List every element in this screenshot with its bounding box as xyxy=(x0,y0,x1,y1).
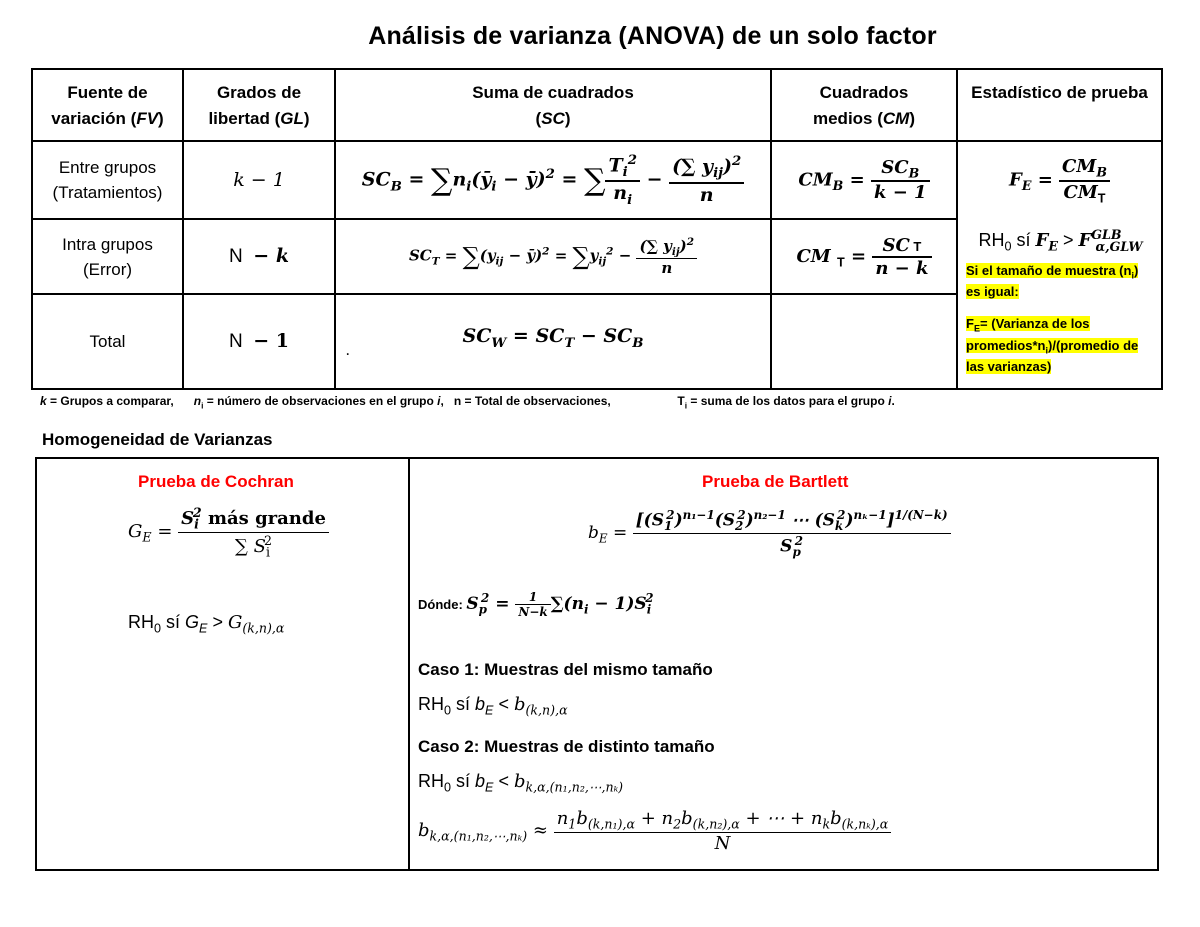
bartlett-approx-formula: $b_{k,\alpha,(n_1,n_2,\cdots,n_k)}$ ≈ $\frac{n_1b_{(k,n_1),\alpha} + n_2b_{(k,n_2),\alpha} + \cdots + n_kb_{(k,n_k),\alpha}}{N}$ xyxy=(418,808,891,854)
case2-rule: $RH_0$ sí $b_E < b_{k,\alpha,(n_1,n_2,\cdots,n_k)}$ xyxy=(418,771,624,795)
cm-total-empty xyxy=(771,294,957,389)
header-gl: Grados de libertad (GL) xyxy=(183,69,335,141)
cm-between-formula: $CM_B$ = $\frac{SC_B}{k - 1}$ xyxy=(771,141,957,219)
cochran-title: Prueba de Cochran xyxy=(138,472,294,491)
anova-table xyxy=(31,68,1163,390)
table-header-row xyxy=(32,69,1162,141)
header-sc: Suma de cuadrados (SC) xyxy=(335,69,771,141)
header-fv: Fuente de variación (FV) xyxy=(32,69,183,141)
row-total-label: Total xyxy=(32,294,183,389)
cm-within-formula: CM $_T$ = $\frac{\text{SC T}}{n - k}$ xyxy=(771,219,957,294)
row-between-label: Entre grupos (Tratamientos) xyxy=(32,141,183,219)
pooled-variance-formula: Dónde: $S_p^2$ = $\frac{1}{N-k}$ $\sum(n_i - 1)S_i^2$ xyxy=(418,590,654,619)
table-row-between xyxy=(32,141,1162,219)
sc-total-formula: . $SC_W = SC_T - SC_B$ xyxy=(335,294,771,389)
rh0-f-rule: $RH_0$ sí $F_E > F^{GLB}_{\alpha,GLW}$ xyxy=(978,227,1143,254)
case1-heading: Caso 1: Muestras del mismo tamaño xyxy=(418,660,713,679)
bartlett-title: Prueba de Bartlett xyxy=(702,472,849,491)
homogeneity-heading: Homogeneidad de Varianzas xyxy=(42,430,273,449)
gl-within: N − k xyxy=(183,219,335,294)
cochran-formula: $G_E$ = $\frac{S_i^2 más grande}{\sum S_i^2}$ xyxy=(128,505,329,559)
case2-heading: Caso 2: Muestras de distinto tamaño xyxy=(418,737,715,756)
sc-between-formula: $SC_B$ = $\sum n_i(ȳ_i$ − ȳ̄)$^2$ = ∑ $\frac{T_i^2}{n_i}$ − $\frac{(\sum y_{ij})^2}{n}$ xyxy=(335,141,771,219)
fe-formula: $F_E$ = $\frac{CM_B}{CM_T}$ xyxy=(957,141,1162,219)
table-row-within xyxy=(32,219,1162,294)
header-stat: Estadístico de prueba xyxy=(957,69,1162,141)
homogeneity-divider xyxy=(408,457,410,871)
header-cm: Cuadrados medios (CM) xyxy=(771,69,957,141)
bartlett-formula: $b_E$ = $\frac{[(S_1^2)^{n_1-1}(S_2^2)^{n_2-1} \cdots (S_k^2)^{n_k-1}]^{1/(N-k)}}{S_p^2}$ xyxy=(588,508,951,559)
cochran-rule: $RH_0$ sí $G_E > G_{(k,n),\alpha}$ xyxy=(128,612,285,636)
row-within-label: Intra grupos (Error) xyxy=(32,219,183,294)
gl-total: N − 1 xyxy=(183,294,335,389)
footnote: k = Grupos a comparar, $n_i$ = número de observaciones en el grupo i, n = Total de observaciones, $T_i$ = suma de los datos para el grupo i. xyxy=(40,394,895,411)
gl-between: k − 1 xyxy=(183,141,335,219)
page-title: Análisis de varianza (ANOVA) de un solo factor xyxy=(368,22,937,50)
stat-decision-cell xyxy=(957,219,1162,389)
equal-sample-note: Si el tamaño de muestra $(n_i)$ es igual: $F_E=$ (Varianza de los $promedios*n_i)/(promedio$ de las varianzas) xyxy=(966,262,1139,375)
sc-within-formula: $SC_T = \sum(y_{ij}$ − ȳ)$^2$ = $\sum y_{ij}^2$ − $\frac{(\sum y_{ij})^2}{n}$ xyxy=(335,219,771,294)
case1-rule: $RH_0$ sí $b_E < b_{(k,n),\alpha}$ xyxy=(418,694,568,718)
